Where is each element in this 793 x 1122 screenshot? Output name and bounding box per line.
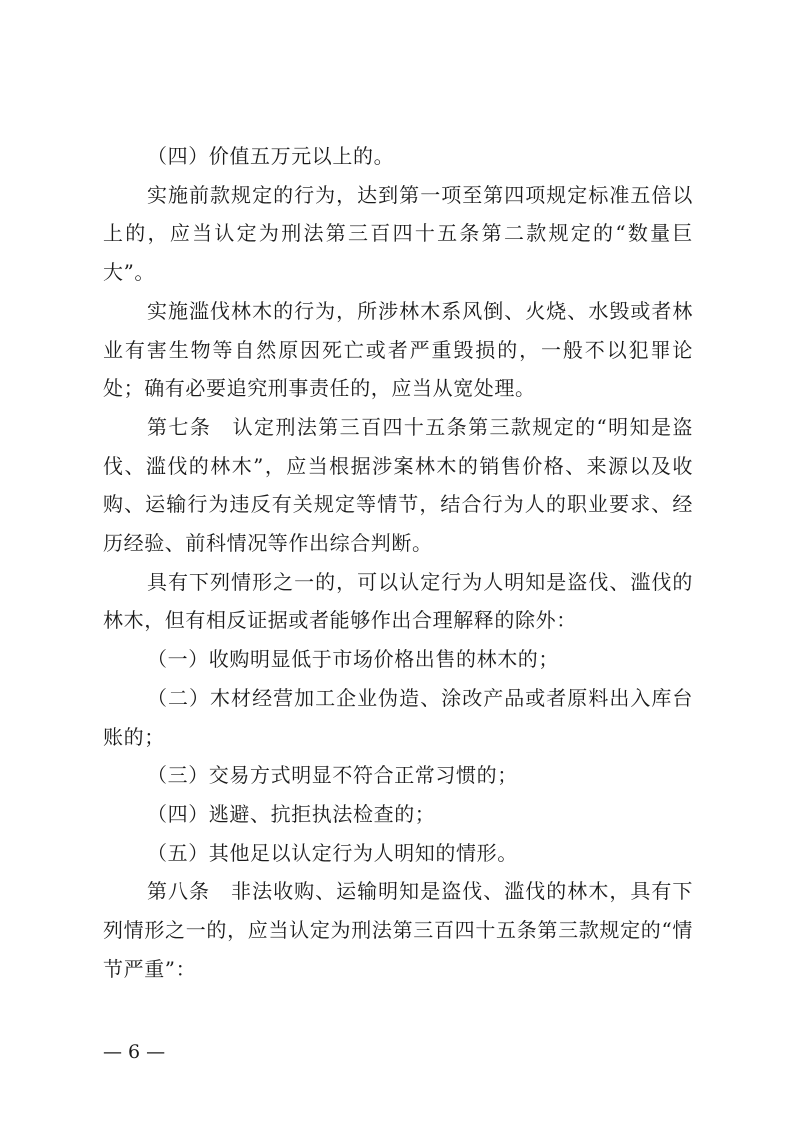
list-item-1: （一）收购明显低于市场价格出售的林木的；	[147, 647, 559, 672]
paragraph-knowledge-circumstances: 具有下列情形之一的，可以认定行为人明知是盗伐、滥伐的林木，但有相反证据或者能够作出合理解释的除外：	[103, 569, 693, 633]
list-item-4: （四）逃避、抗拒执法检查的；	[147, 801, 436, 826]
paragraph-natural-causes: 实施滥伐林木的行为，所涉林木系风倒、火烧、水毁或者林业有害生物等自然原因死亡或者严重毁损的，一般不以犯罪论处；确有必要追究刑事责任的，应当从宽处理。	[103, 298, 693, 401]
paragraph-quantity-huge: 实施前款规定的行为，达到第一项至第四项规定标准五倍以上的，应当认定为刑法第三百四十五条第二款规定的“数量巨大”。	[103, 182, 693, 285]
list-item-5: （五）其他足以认定行为人明知的情形。	[147, 840, 518, 865]
list-item-2: （二）木材经营加工企业伪造、涂改产品或者原料出入库台账的；	[103, 685, 693, 749]
paragraph-item-4-value: （四）价值五万元以上的。	[147, 144, 395, 168]
page-number: — 6 —	[103, 1041, 166, 1063]
document-body	[103, 137, 693, 988]
list-item-3: （三）交易方式明显不符合正常习惯的；	[147, 763, 518, 788]
paragraph-article-8: 第八条 非法收购、运输明知是盗伐、滥伐的林木，具有下列情形之一的，应当认定为刑法第三百四十五条第三款规定的“情节严重”：	[103, 879, 693, 981]
paragraph-article-7: 第七条 认定刑法第三百四十五条第三款规定的“明知是盗伐、滥伐的林木”，应当根据涉案林木的销售价格、来源以及收购、运输行为违反有关规定等情节，结合行为人的职业要求、经历经验、前科情况等作出综合判断。	[103, 414, 693, 556]
